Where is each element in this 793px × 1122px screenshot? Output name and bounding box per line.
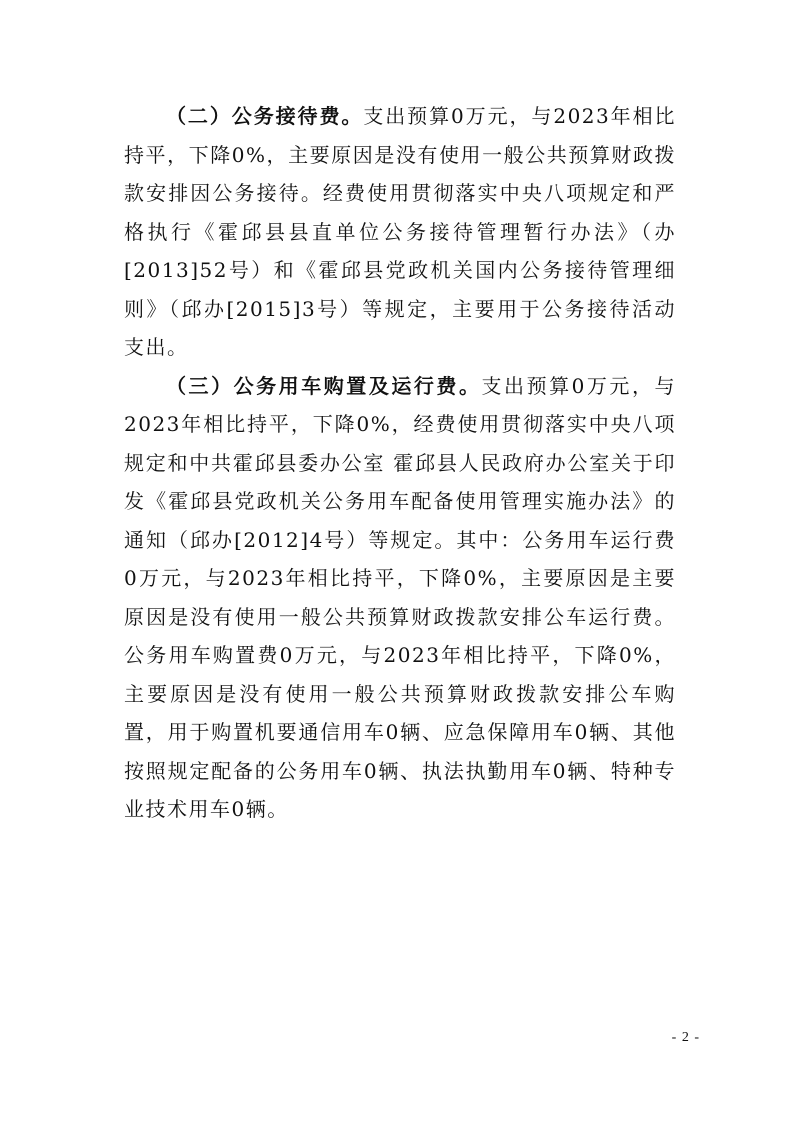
page-number: - 2 - <box>671 1030 700 1045</box>
section-body-reception: 支出预算0万元，与2023年相比持平，下降0%，主要原因是没有使用一般公共预算财政拨款安排因公务接待。经费使用贯彻落实中央八项规定和严格执行《霍邱县县直单位公务接待管理暂行办法》（办[2013]52号）和《霍邱县党政机关国内公务接待管理细则》（邱办[2015]3号）等规定，主要用于公务接待活动支出。 <box>124 104 677 359</box>
paragraph-reception-expenses <box>124 97 676 367</box>
paragraph-vehicle-expenses <box>124 367 676 829</box>
document-body <box>124 97 676 829</box>
section-heading-reception: （二）公务接待费。 <box>166 104 364 128</box>
section-heading-vehicle: （三）公务用车购置及运行费。 <box>166 373 482 398</box>
section-body-vehicle: 支出预算0万元，与2023年相比持平，下降0%，经费使用贯彻落实中央八项规定和中共霍邱县委办公室 霍邱县人民政府办公室关于印发《霍邱县党政机关公务用车配备使用管理实施办法》的通知（邱办[2012]4号）等规定。其中：公务用车运行费0万元，与2023年相比持平，下降0%，主要原因是主要原因是没有使用一般公共预算财政拨款安排公车运行费。公务用车购置费0万元，与2023年相比持平，下降0%，主要原因是没有使用一般公共预算财政拨款安排公车购置，用于购置机要通信用车0辆、应急保障用车0辆、其他按照规定配备的公务用车0辆、执法执勤用车0辆、特种专业技术用车0辆。 <box>124 373 677 821</box>
